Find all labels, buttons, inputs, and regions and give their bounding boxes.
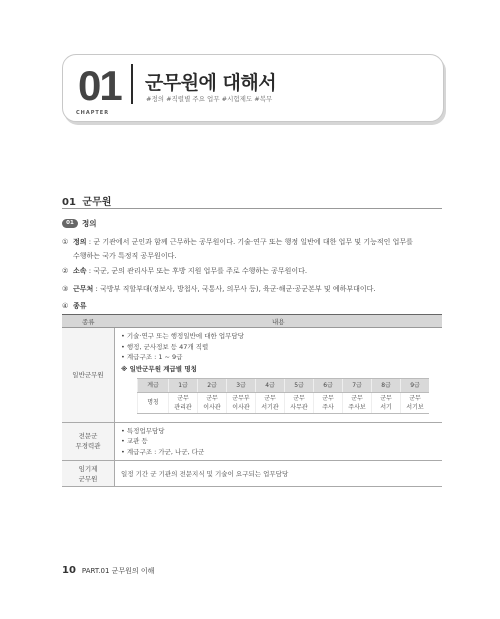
- content-cell: [115, 422, 443, 461]
- item-workplace: ③ 근무처 : 국방부 직할부대(정보사, 방첩사, 국통사, 의무사 등), 육군·해군·공군본부 및 예하부대이다.: [62, 282, 447, 296]
- bullet-item: • 교관 등: [121, 436, 436, 447]
- bullet-item: • 기술·연구 또는 행정일반에 대한 업무담당: [121, 331, 436, 342]
- type-cell: 임기제 군무원: [62, 461, 115, 487]
- grade-level: 5급: [285, 378, 314, 392]
- item-text-continued: 수행하는 국가 특정직 공무원이다.: [73, 252, 177, 260]
- bullet-item: • 행정, 군사정보 등 47개 직렬: [121, 342, 436, 353]
- table-header-row: [62, 315, 442, 328]
- page-number: 10: [62, 565, 76, 576]
- section-title: [62, 193, 111, 208]
- item-marker: ①: [62, 238, 69, 246]
- grade-name: 군무 주사보: [343, 392, 372, 413]
- type-cell: 전문군 무경력관: [62, 422, 115, 461]
- bullet-item: • 특정업무담당: [121, 426, 436, 437]
- grade-name: 군무 서기: [372, 392, 401, 413]
- chapter-tags: #정의 #직렬별 주요 업무 #시험제도 #복무: [146, 95, 273, 103]
- grade-level: 7급: [343, 378, 372, 392]
- grade-level: 1급: [169, 378, 198, 392]
- grade-header-row: [138, 378, 430, 392]
- content-cell: [115, 328, 443, 423]
- item-marker: ②: [62, 267, 69, 275]
- bullet-item: • 계급구조 : 1 ~ 9급: [121, 352, 436, 363]
- grade-name: 군무 서기관: [256, 392, 285, 413]
- table-row: [62, 328, 442, 423]
- table-row: [62, 422, 442, 461]
- grade-level: 6급: [314, 378, 343, 392]
- grade-name: 군무부 이사관: [227, 392, 256, 413]
- grade-name: 군무 서기보: [401, 392, 430, 413]
- item-label: 정의: [73, 238, 87, 246]
- grade-level: 9급: [401, 378, 430, 392]
- section-rule: [62, 208, 442, 209]
- item-affiliation: ② 소속 : 국군, 군의 관리사무 또는 후방 지원 업무를 주로 수행하는 공무원이다.: [62, 264, 447, 278]
- item-text: 국방부 직할부대(정보사, 방첩사, 국통사, 의무사 등), 육군·해군·공군본부 및 예하부대이다.: [100, 285, 376, 293]
- footer-text: PART.01 군무원의 이해: [81, 567, 155, 575]
- item-text: 국군, 군의 관리사무 또는 후방 지원 업무를 주로 수행하는 공무원이다.: [93, 267, 308, 275]
- item-label: 근무처: [73, 285, 94, 293]
- page-footer: [62, 565, 154, 576]
- grade-level: 8급: [372, 378, 401, 392]
- grade-row-label: 명칭: [138, 392, 169, 413]
- item-label: 종류: [73, 302, 87, 310]
- table-header-type: 종류: [62, 315, 115, 328]
- chapter-number: 01: [78, 62, 121, 109]
- grade-name: 군무 관리관: [169, 392, 198, 413]
- item-marker: ③: [62, 285, 69, 293]
- chapter-label: CHAPTER: [73, 110, 112, 116]
- types-table: [62, 314, 442, 487]
- grade-name: 군무 주사: [314, 392, 343, 413]
- table-header-content: 내용: [115, 315, 443, 328]
- grade-level: 3급: [227, 378, 256, 392]
- grade-names-table: [137, 378, 429, 414]
- grade-name: 군무 사무관: [285, 392, 314, 413]
- item-definition: ① 정의 : 군 기관에서 군인과 함께 근무하는 공무원이다. 기술·연구 또는 행정 일반에 대한 업무 및 기능적인 업무를 수행하는 국가 특정직 공무원이다.: [62, 235, 447, 263]
- type-cell: 일반군무원: [62, 328, 115, 423]
- table-row: [62, 461, 442, 487]
- item-label: 소속: [73, 267, 87, 275]
- section-number: 01: [62, 197, 76, 208]
- grade-level: 2급: [198, 378, 227, 392]
- item-text: 군 기관에서 군인과 함께 근무하는 공무원이다. 기술·연구 또는 행정 일반에 대한 업무 및 기능적인 업무를: [93, 238, 413, 246]
- content-cell: 일정 기간 군 기관의 전문지식 및 기술이 요구되는 업무담당: [115, 461, 443, 487]
- bullet-item: • 계급구조 : 가군, 나군, 다군: [121, 447, 436, 458]
- chapter-title: 군무원에 대해서: [145, 72, 277, 94]
- section-label: 군무원: [82, 197, 112, 208]
- item-types: [62, 299, 447, 313]
- subsection-badge: 01: [62, 219, 78, 228]
- item-marker: ④: [62, 302, 69, 310]
- chapter-divider: [131, 64, 133, 104]
- grade-name: 군무 이사관: [198, 392, 227, 413]
- grade-table-heading: ※ 일반군무원 계급별 명칭: [121, 364, 197, 373]
- grade-header-label: 계급: [138, 378, 169, 392]
- subsection-title: 정의: [82, 219, 97, 228]
- grade-name-row: [138, 392, 430, 413]
- grade-level: 4급: [256, 378, 285, 392]
